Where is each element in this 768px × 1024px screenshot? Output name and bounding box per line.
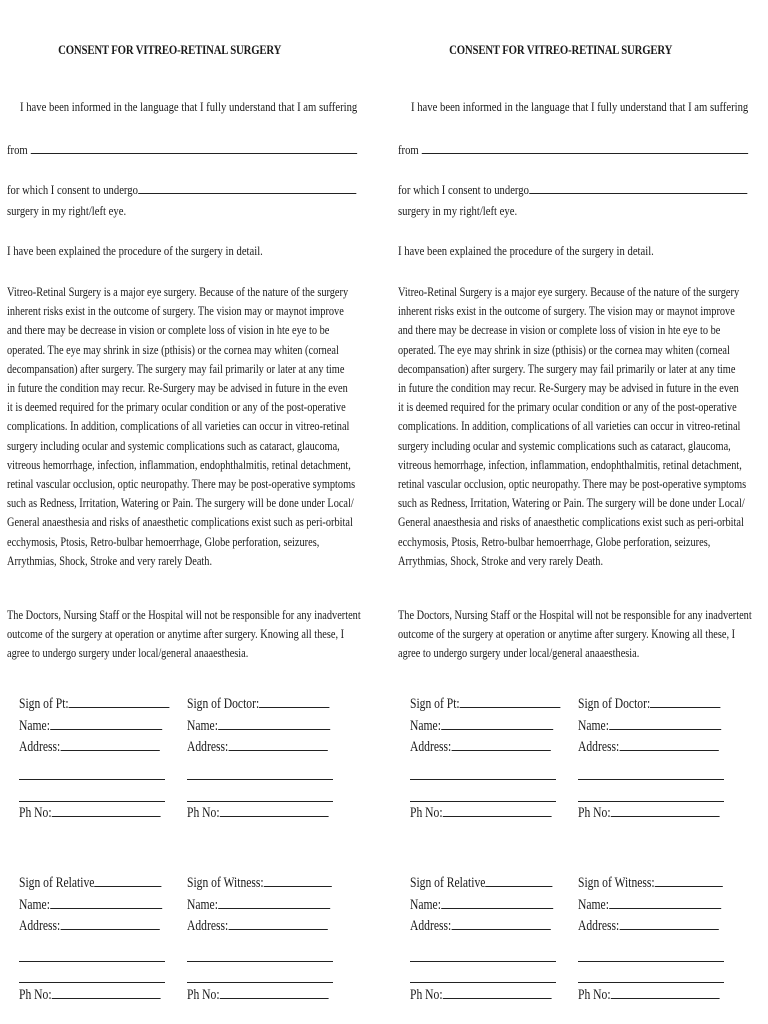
address-line-3[interactable] <box>410 982 556 983</box>
patient-phone <box>410 803 551 825</box>
name-blank[interactable] <box>609 716 721 730</box>
name-label: Name: <box>578 717 609 734</box>
phone-blank[interactable] <box>611 985 720 999</box>
relative-signature-block <box>410 873 553 938</box>
address-label: Address: <box>19 918 61 934</box>
witness-phone <box>187 985 328 1007</box>
sign-doctor-blank[interactable] <box>259 694 329 708</box>
sign-doctor-label: Sign of Doctor: <box>187 696 260 712</box>
phone-blank[interactable] <box>443 803 552 817</box>
phone-label: Ph No: <box>187 987 220 1003</box>
address-blank[interactable] <box>60 916 159 930</box>
phone-blank[interactable] <box>220 803 329 817</box>
risk-paragraph: Vitreo-Retinal Surgery is a major eye surgery. Because of the nature of the surgery inherent risks exist in the outcome of surgery. The vision may or maynot improve and there may be decrease in vision or complete loss of vision in hte eye to be operated. The eye may shrink in size (pthisis) or the cornea may whiten (corneal decompansation) after surgery. The surgery may fail primarily or later at any time in future the condition may recur. Re-Surgery may be advised in future in the even it is deemed required for the primary ocular condition or any of the post-operative complications. In addition, complications of all varieties can occur in vitreo-retinal surgery including ocular and systemic complications such as cataract, glaucoma, vitreous hemorrhage, infection, inflammation, endophthalmitis, retinal detachment, retinal vascular occlusion, optic neuropathy. There may be post-operative symptoms such as Redness, Irritation, Watering or Pain. The surgery will be done under Local/ General anaesthesia and risks of anaesthetic complications exist such as peri-orbital ecchymosis, Ptosis, Retro-bulbar hemoerrhage, Globe perforation, seizures, Arrythmias, Shock, Stroke and very rarely Death. <box>398 285 747 568</box>
address-line-2[interactable] <box>19 779 165 780</box>
phone-label: Ph No: <box>19 805 52 821</box>
undergo-field[interactable] <box>7 181 356 198</box>
sign-doctor-blank[interactable] <box>650 694 720 708</box>
address-label: Address: <box>578 739 620 755</box>
phone-blank[interactable] <box>611 803 720 817</box>
sign-relative-label: Sign of Relative <box>19 875 95 891</box>
address-line-3[interactable] <box>19 982 165 983</box>
witness-signature-block <box>578 873 723 938</box>
address-line-2[interactable] <box>578 779 724 780</box>
address-blank[interactable] <box>60 737 159 751</box>
name-label: Name: <box>410 717 441 734</box>
name-blank[interactable] <box>50 895 162 909</box>
intro-text: I have been informed in the language that I fully understand that I am suffering <box>411 99 749 114</box>
phone-blank[interactable] <box>220 985 329 999</box>
sign-relative-label: Sign of Relative <box>410 875 486 891</box>
from-blank[interactable] <box>30 141 356 154</box>
name-blank[interactable] <box>441 716 553 730</box>
address-line-2[interactable] <box>19 961 165 962</box>
sign-pt-label: Sign of Pt: <box>410 696 460 712</box>
sign-pt-label: Sign of Pt: <box>19 696 69 712</box>
name-label: Name: <box>187 717 218 734</box>
address-line-2[interactable] <box>410 779 556 780</box>
witness-signature-block <box>187 873 332 938</box>
phone-label: Ph No: <box>19 987 52 1003</box>
name-blank[interactable] <box>50 716 162 730</box>
name-label: Name: <box>19 717 50 734</box>
sign-witness-blank[interactable] <box>264 873 332 887</box>
sign-witness-label: Sign of Witness: <box>578 875 655 891</box>
phone-label: Ph No: <box>187 805 220 821</box>
form-title: CONSENT FOR VITREO-RETINAL SURGERY <box>449 43 673 57</box>
sign-witness-label: Sign of Witness: <box>187 875 264 891</box>
address-line-3[interactable] <box>187 801 333 802</box>
address-label: Address: <box>187 739 229 755</box>
phone-label: Ph No: <box>410 805 443 821</box>
phone-label: Ph No: <box>410 987 443 1003</box>
consent-form-left <box>0 0 370 1024</box>
sign-pt-blank[interactable] <box>69 694 170 708</box>
name-label: Name: <box>187 896 218 913</box>
address-label: Address: <box>187 918 229 934</box>
risk-paragraph: Vitreo-Retinal Surgery is a major eye surgery. Because of the nature of the surgery inherent risks exist in the outcome of surgery. The vision may or maynot improve and there may be decrease in vision or complete loss of vision in hte eye to be operated. The eye may shrink in size (pthisis) or the cornea may whiten (corneal decompansation) after surgery. The surgery may fail primarily or later at any time in future the condition may recur. Re-Surgery may be advised in future in the even it is deemed required for the primary ocular condition or any of the post-operative complications. In addition, complications of all varieties can occur in vitreo-retinal surgery including ocular and systemic complications such as cataract, glaucoma, vitreous hemorrhage, infection, inflammation, endophthalmitis, retinal detachment, retinal vascular occlusion, optic neuropathy. There may be post-operative symptoms such as Redness, Irritation, Watering or Pain. The surgery will be done under Local/ General anaesthesia and risks of anaesthetic complications exist such as peri-orbital ecchymosis, Ptosis, Retro-bulbar hemoerrhage, Globe perforation, seizures, Arrythmias, Shock, Stroke and very rarely Death. <box>7 285 356 568</box>
address-line-3[interactable] <box>187 982 333 983</box>
address-line-3[interactable] <box>19 801 165 802</box>
sign-relative-blank[interactable] <box>485 873 552 887</box>
undergo-blank[interactable] <box>138 181 356 194</box>
name-blank[interactable] <box>218 716 330 730</box>
name-label: Name: <box>578 896 609 913</box>
address-label: Address: <box>578 918 620 934</box>
from-field[interactable] <box>398 141 748 158</box>
patient-signature-block <box>410 694 560 759</box>
address-label: Address: <box>19 739 61 755</box>
relative-signature-block <box>19 873 162 938</box>
doctor-phone <box>187 803 328 825</box>
doctor-signature-block <box>578 694 721 759</box>
from-label: from <box>7 142 28 157</box>
explained-text: I have been explained the procedure of the surgery in detail. <box>398 243 654 258</box>
relative-phone <box>410 985 551 1007</box>
intro-text: I have been informed in the language that I fully understand that I am suffering <box>20 99 358 114</box>
name-blank[interactable] <box>609 895 721 909</box>
address-line-3[interactable] <box>410 801 556 802</box>
from-blank[interactable] <box>421 141 747 154</box>
doctor-phone <box>578 803 719 825</box>
eye-text: surgery in my right/left eye. <box>7 203 127 218</box>
address-line-2[interactable] <box>187 961 333 962</box>
address-blank[interactable] <box>451 916 550 930</box>
name-label: Name: <box>410 896 441 913</box>
responsibility-paragraph: The Doctors, Nursing Staff or the Hospital will not be responsible for any inadvertent outcome of the surgery at operation or anytime after surgery. Knowing all these, I agree to undergo surgery under local/general anaaesthesia. <box>398 608 752 661</box>
address-line-2[interactable] <box>578 961 724 962</box>
sign-pt-blank[interactable] <box>460 694 561 708</box>
address-label: Address: <box>410 739 452 755</box>
relative-phone <box>19 985 160 1007</box>
phone-blank[interactable] <box>52 985 161 999</box>
phone-label: Ph No: <box>578 987 611 1003</box>
from-field[interactable] <box>7 141 357 158</box>
address-label: Address: <box>410 918 452 934</box>
undergo-label: for which I consent to undergo <box>398 182 529 197</box>
explained-text: I have been explained the procedure of the surgery in detail. <box>7 243 263 258</box>
patient-phone <box>19 803 160 825</box>
phone-blank[interactable] <box>52 803 161 817</box>
address-blank[interactable] <box>619 737 718 751</box>
address-line-3[interactable] <box>578 801 724 802</box>
address-line-2[interactable] <box>410 961 556 962</box>
address-line-3[interactable] <box>578 982 724 983</box>
address-blank[interactable] <box>228 737 327 751</box>
form-title: CONSENT FOR VITREO-RETINAL SURGERY <box>58 43 282 57</box>
from-label: from <box>398 142 419 157</box>
patient-signature-block <box>19 694 169 759</box>
eye-text: surgery in my right/left eye. <box>398 203 518 218</box>
undergo-field[interactable] <box>398 181 747 198</box>
witness-phone <box>578 985 719 1007</box>
responsibility-paragraph: The Doctors, Nursing Staff or the Hospital will not be responsible for any inadvertent outcome of the surgery at operation or anytime after surgery. Knowing all these, I agree to undergo surgery under local/general anaaesthesia. <box>7 608 361 661</box>
undergo-blank[interactable] <box>529 181 747 194</box>
phone-label: Ph No: <box>578 805 611 821</box>
address-line-2[interactable] <box>187 779 333 780</box>
phone-blank[interactable] <box>443 985 552 999</box>
name-blank[interactable] <box>441 895 553 909</box>
address-blank[interactable] <box>451 737 550 751</box>
name-blank[interactable] <box>218 895 330 909</box>
name-label: Name: <box>19 896 50 913</box>
consent-form-right <box>391 0 761 1024</box>
address-blank[interactable] <box>228 916 327 930</box>
undergo-label: for which I consent to undergo <box>7 182 138 197</box>
sign-doctor-label: Sign of Doctor: <box>578 696 651 712</box>
sign-relative-blank[interactable] <box>94 873 161 887</box>
address-blank[interactable] <box>619 916 718 930</box>
doctor-signature-block <box>187 694 330 759</box>
sign-witness-blank[interactable] <box>655 873 723 887</box>
